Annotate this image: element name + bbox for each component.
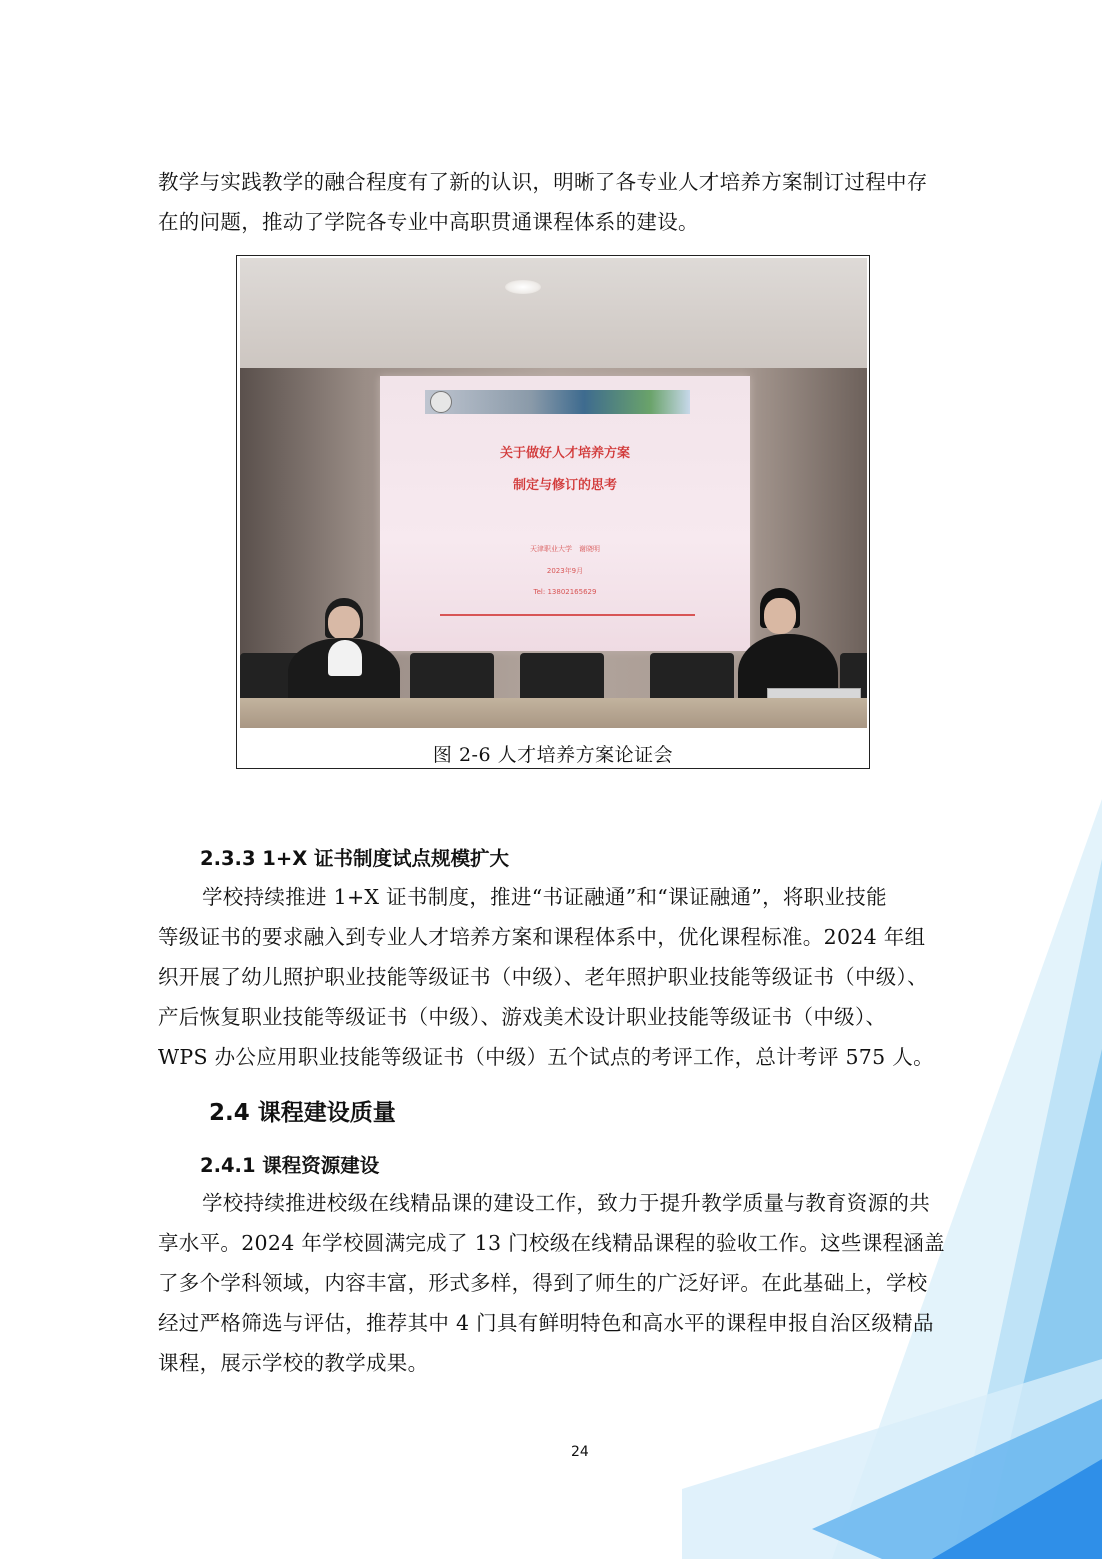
text-line: 织开展了幼儿照护职业技能等级证书（中级）、老年照护职业技能等级证书（中级）、 xyxy=(158,965,928,989)
heading-2-4-1: 2.4.1 课程资源建设 xyxy=(200,1154,380,1177)
slide-title-2: 制定与修订的思考 xyxy=(512,478,617,493)
slide-author: 天津职业大学 谢晓明 xyxy=(530,545,600,553)
figure-caption: 图 2-6 人才培养方案论证会 xyxy=(432,744,674,766)
text-line: 经过严格筛选与评估，推荐其中 4 门具有鲜明特色和高水平的课程申报自治区级精品 xyxy=(158,1311,934,1335)
paragraph-course-resources xyxy=(158,1183,970,1383)
text-line: 产后恢复职业技能等级证书（中级）、游戏美术设计职业技能等级证书（中级）、 xyxy=(158,1005,887,1029)
university-seal xyxy=(430,391,452,413)
slide-tel: Tel: 13802165629 xyxy=(533,588,597,596)
text-line: 学校持续推进校级在线精品课的建设工作，致力于提升教学质量与教育资源的共 xyxy=(202,1191,930,1215)
slide-title-1: 关于做好人才培养方案 xyxy=(499,446,630,461)
text-line: 学校持续推进 1+X 证书制度，推进“书证融通”和“课证融通”，将职业技能 xyxy=(202,885,887,909)
text-line: 在的问题，推动了学院各专业中高职贯通课程体系的建设。 xyxy=(158,210,699,234)
slide-date: 2023年9月 xyxy=(546,567,584,575)
figure-2-6 xyxy=(236,255,870,769)
ceiling-light xyxy=(505,280,541,294)
intro-paragraph xyxy=(158,162,970,242)
text-line: 教学与实践教学的融合程度有了新的认识，明晰了各专业人才培养方案制订过程中存 xyxy=(158,170,928,194)
text-line: 等级证书的要求融入到专业人才培养方案和课程体系中，优化课程标准。2024 年组 xyxy=(158,925,926,949)
text-line: 课程，展示学校的教学成果。 xyxy=(158,1351,429,1375)
conference-table xyxy=(240,698,867,728)
projection-screen xyxy=(380,376,750,651)
text-line: 享水平。2024 年学校圆满完成了 13 门校级在线精品课程的验收工作。这些课程涵盖 xyxy=(158,1231,945,1255)
text-line: 了多个学科领域，内容丰富，形式多样，得到了师生的广泛好评。在此基础上，学校 xyxy=(158,1271,928,1295)
heading-2-3-3: 2.3.3 1+X 证书制度试点规模扩大 xyxy=(200,847,510,870)
paragraph-1x-certificate xyxy=(158,877,970,1077)
text-line: WPS 办公应用职业技能等级证书（中级）五个试点的考评工作，总计考评 575 人。 xyxy=(158,1045,934,1069)
page-number: 24 xyxy=(571,1444,589,1460)
heading-2-4: 2.4 课程建设质量 xyxy=(209,1100,396,1126)
meeting-photo xyxy=(240,258,867,728)
